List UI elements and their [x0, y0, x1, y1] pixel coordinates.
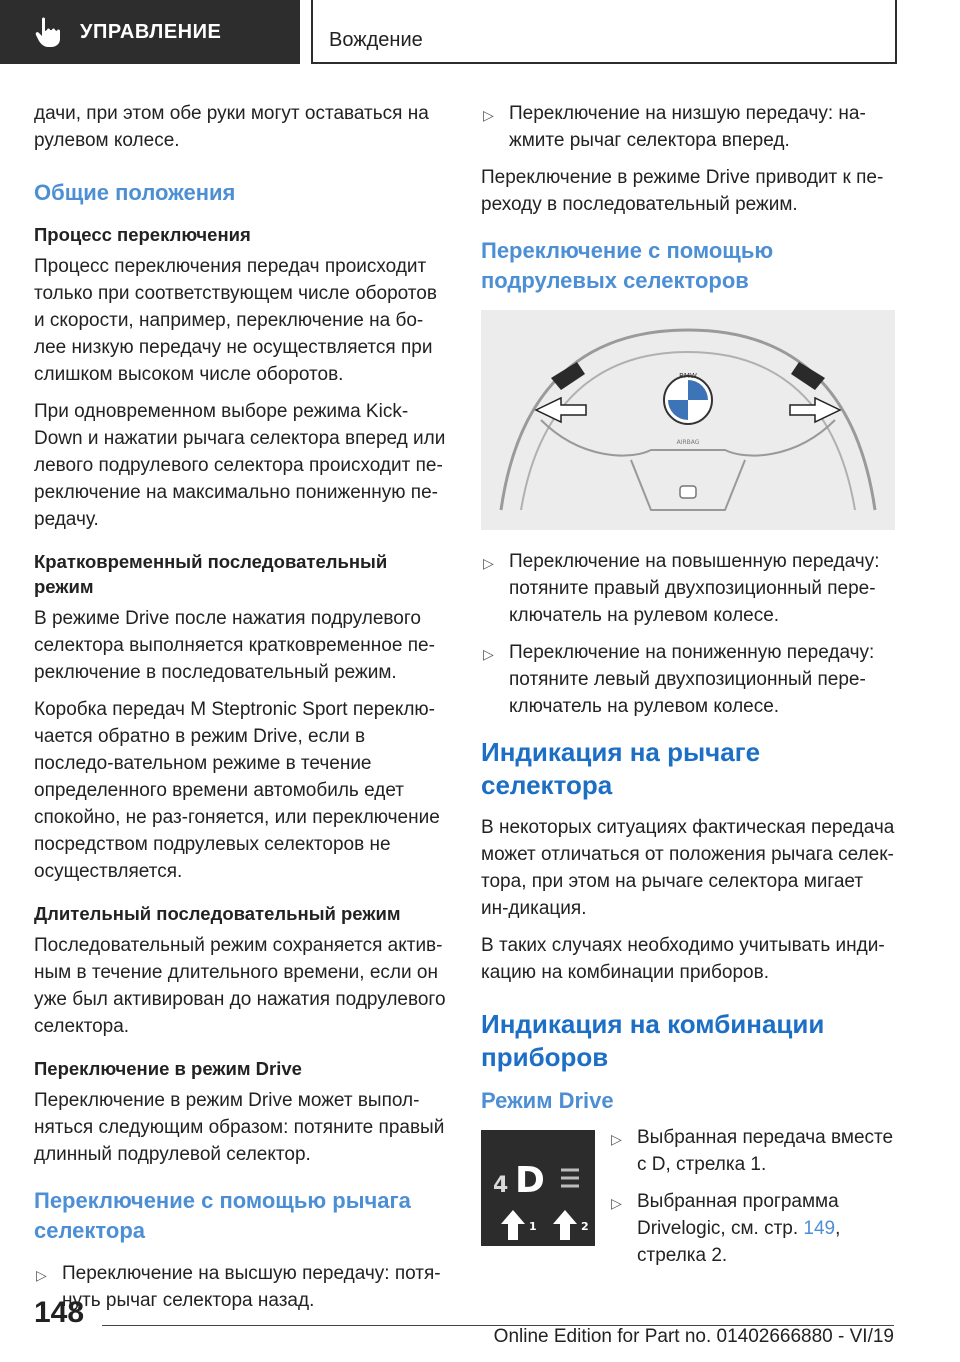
paddles-heading: Переключение с помощью подрулевых селекторов [481, 238, 774, 293]
list-item [481, 639, 895, 720]
cluster-heading: Индикация на комбинации приборов [481, 1009, 825, 1072]
chapter-header [311, 0, 897, 64]
lever-heading: Переключение с помощью рычага селектора [34, 1188, 411, 1243]
list-item [609, 1188, 895, 1269]
bullet-triangle-icon: ▷ [611, 1131, 622, 1147]
short-mode-paragraph-2: Коробка передач M Steptronic Sport переклю-чается обратно в режим Drive, если в последо-вательном режиме в течение определенного времени автомобиль едет спокойно, не раз-гоняется, или переключение посредством подрулевых селекторов не осуществляется. [34, 699, 440, 882]
indicator-paragraph-1: В некоторых ситуациях фактическая передача может отличаться от положения рычага селек-тора, при этом на рычаге селектора мигает ин-дикация. [481, 817, 895, 919]
page-number: 148 [34, 1296, 85, 1329]
drive-mode-program-text: Выбранная программа Drivelogic, см. стр. [637, 1191, 839, 1239]
short-mode-paragraph-1: В режиме Drive после нажатия подрулевого селектора выполняется кратковременное пе-реключение в последовательный режим. [34, 608, 435, 683]
process-paragraph-2: При одновременном выборе режима Kick-Down и нажатии рычага селектора вперед или левого подрулевого селектора происходит пе-реключение на максимально пониженную пе-редачу. [34, 401, 446, 530]
left-column [34, 100, 446, 1324]
chapter-title: Вождение [329, 29, 423, 51]
display-arrow-2-label: 2 [581, 1220, 589, 1233]
drive-mode-program-suffix: , стрелка 2. [637, 1218, 841, 1266]
drive-mode-heading: Режим Drive [481, 1088, 614, 1113]
process-paragraph-1: Процесс переключения передач происходит только при соответствующем числе оборотов и скорости, например, переключение на бо-лее низкую передачу не осуществляется при слишком высоком числе оборотов. [34, 256, 437, 385]
display-gear: 4 [493, 1173, 509, 1198]
lever-downshift-text: Переключение на низшую передачу: на-жмите рычаг селектора вперед. [509, 103, 866, 151]
list-item [34, 1260, 446, 1314]
drive-switch-paragraph: Переключение в режим Drive может выпол-няться следующим образом: потяните правый длинный подрулевой селектор. [34, 1090, 445, 1165]
intro-paragraph: дачи, при этом обе руки могут оставаться на рулевом колесе. [34, 103, 429, 151]
section-title: УПРАВЛЕНИЕ [80, 20, 222, 43]
process-heading: Процесс переключения [34, 224, 251, 245]
bullet-triangle-icon: ▷ [483, 646, 494, 662]
lever-upshift-text: Переключение на высшую передачу: потя-нуть рычаг селектора назад. [62, 1263, 441, 1311]
wheel-airbag-text: AIRBAG [676, 439, 700, 446]
edition-note: Online Edition for Part no. 01402666880 - VI/19 [493, 1326, 894, 1347]
right-column [481, 100, 895, 1279]
bullet-triangle-icon: ▷ [611, 1195, 622, 1211]
indicator-heading: Индикация на рычаге селектора [481, 737, 761, 800]
section-header [0, 0, 300, 64]
drive-mode-gear-text: Выбранная передача вместе с D, стрелка 1. [637, 1127, 894, 1175]
long-mode-heading: Длительный последовательный режим [34, 903, 401, 924]
general-heading: Общие положения [34, 180, 236, 205]
bullet-triangle-icon: ▷ [483, 107, 494, 123]
display-mode: D [515, 1160, 545, 1201]
paddles-upshift-text: Переключение на повышенную передачу: потяните правый двухпозиционный пере-ключатель на рулевом колесе. [509, 551, 880, 626]
list-item [481, 100, 895, 154]
page-reference-link[interactable]: 149 [803, 1218, 836, 1239]
paddles-downshift-text: Переключение на пониженную передачу: потяните левый двухпозиционный пере-ключатель на рулевом колесе. [509, 642, 875, 717]
drive-mode-block [481, 1124, 895, 1279]
display-arrow-1-label: 1 [529, 1220, 537, 1233]
long-mode-paragraph: Последовательный режим сохраняется актив-ным в течение длительного времени, если он уже был активирован до нажатия подрулевого селектора. [34, 935, 446, 1037]
hand-icon [34, 15, 64, 49]
drive-switch-heading: Переключение в режим Drive [34, 1058, 302, 1079]
steering-wheel-illustration [481, 310, 895, 530]
bullet-triangle-icon: ▷ [36, 1267, 47, 1283]
list-item [481, 548, 895, 629]
indicator-paragraph-2: В таких случаях необходимо учитывать инди-кацию на комбинации приборов. [481, 935, 885, 983]
list-item [609, 1124, 895, 1178]
bullet-triangle-icon: ▷ [483, 555, 494, 571]
cluster-display-illustration [481, 1130, 595, 1246]
wheel-logo-text: BMW [679, 372, 697, 380]
drive-mode-list [609, 1124, 895, 1279]
lever-paragraph: Переключение в режиме Drive приводит к пе-реходу в последовательный режим. [481, 167, 884, 215]
short-mode-heading: Кратковременный последовательный режим [34, 551, 388, 597]
